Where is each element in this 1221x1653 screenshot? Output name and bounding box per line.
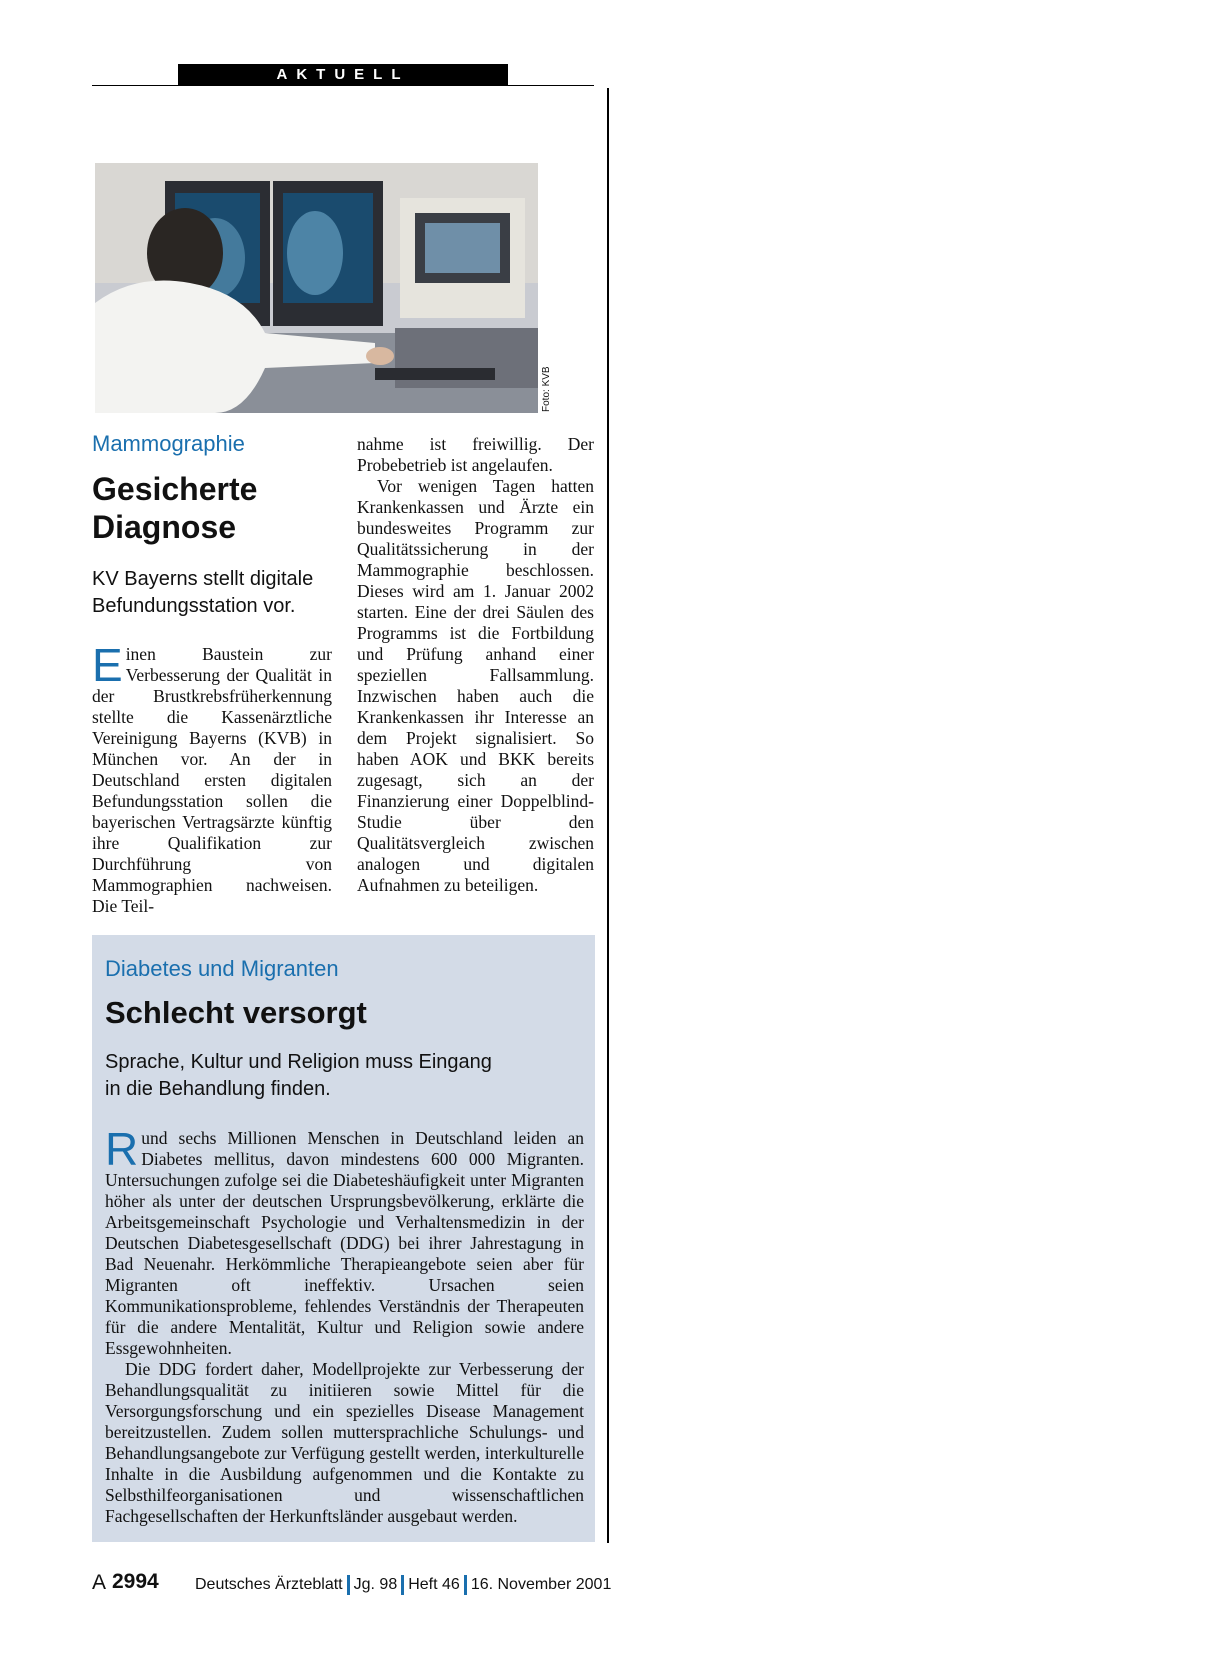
journal-date: 16. November 2001 [470,1576,612,1593]
article2-deck-line2: in die Behandlung finden. [105,1078,331,1100]
article1-kicker: Mammographie [92,431,245,456]
article1-column1 [92,639,332,917]
footer-separator [464,1575,467,1595]
footer-meta [195,1575,611,1595]
article1-col2-paragraph1: nahme ist freiwillig. Der Probebetrieb ist angelaufen. [357,434,594,475]
footer-separator [347,1575,350,1595]
journal-issue: Heft 46 [408,1576,460,1593]
page-prefix: A [92,1571,107,1594]
article1-headline-line1: Gesicherte [92,471,258,507]
article1-col2-paragraph2: Vor wenigen Tagen hatten Krankenkassen und Ärzte ein bundesweites Programm zur Qualitätssicherung in der Mammographie beschlossen. Dieses wird am 1. Januar 2002 starten. Eine der drei Säulen des Programms ist die Fortbildung und Prüfung anhand einer speziellen Fallsammlung. Inzwischen haben auch die Krankenkassen ihr Interesse an dem Projekt signalisiert. So haben AOK und BKK bereits zugesagt, sich an der Finanzierung einer Doppelblind-Studie über den Qualitätsvergleich zwischen analogen und digitalen Aufnahmen zu beteiligen. [357,476,594,895]
article2-headline: Schlecht versorgt [105,995,367,1030]
article1-col1-text: inen Baustein zur Verbesserung der Qualität in der Brustkrebsfrüherkennung stellte die Kassenärztliche Vereinigung Bayerns (KVB) in München vor. An der in Deutschland ersten digitalen Befundungsstation sollen die bayerischen Vertragsärzte künftig ihre Qualifikation zur Durchführung von Mammographien nachweisen. Die Teil- [92,644,332,916]
article2-body [105,1123,584,1527]
column-rule [607,88,609,1543]
article2-deck [105,1049,575,1103]
article2-dropcap: R [105,1123,139,1175]
article1-column2 [357,434,594,896]
article-photo [95,163,538,413]
footer-separator [401,1575,404,1595]
page-number: 2994 [112,1570,159,1593]
article1-deck [92,566,327,620]
journal-name: Deutsches Ärzteblatt [195,1576,343,1593]
header-rule [92,85,594,86]
article2-paragraph1-text: und sechs Millionen Menschen in Deutschland leiden an Diabetes mellitus, davon mindestens 600 000 Migranten. Untersuchungen zufolge sei die Diabeteshäufigkeit unter Migranten höher als unter der deutschen Ursprungsbevölkerung, erklärte die Arbeitsgemeinschaft Psychologie und Verhaltensmedizin in der Deutschen Diabetesgesellschaft (DDG) bei ihrer Jahrestagung in Bad Neuenahr. Herkömmliche Therapieangebote seien aber für Migranten oft ineffektiv. Ursachen seien Kommunikationsprobleme, fehlendes Verständnis der Therapeuten für die andere Mentalität, Kultur und Religion sowie andere Essgewohnheiten. [105,1128,584,1358]
section-label: AKTUELL [178,64,508,86]
article1-dropcap: E [92,639,123,691]
article1-deck-line2: Befundungsstation vor. [92,595,296,617]
article1-headline [92,470,257,546]
article1-deck-line1: KV Bayerns stellt digitale [92,568,314,590]
journal-volume: Jg. 98 [353,1576,398,1593]
article2-kicker: Diabetes und Migranten [105,956,339,981]
article2-paragraph1 [105,1123,584,1359]
article2-paragraph2: Die DDG fordert daher, Modellprojekte zur Verbesserung der Behandlungsqualität zu initiieren sowie Mittel für die Versorgungsforschung und ein spezielles Disease Management bereitzustellen. Zudem sollen muttersprachliche Schulungs- und Behandlungsangebote zur Verfügung gestellt werden, interkulturelle Inhalte in die Ausbildung aufgenommen und die Kontakte zu Selbsthilfeorganisationen und wissenschaftlichen Fachgesellschaften der Herkunftsländer ausgebaut werden. [105,1359,584,1526]
article1-headline-line2: Diagnose [92,509,237,545]
photo-illustration [95,163,538,413]
article2-deck-line1: Sprache, Kultur und Religion muss Eingang [105,1051,492,1073]
photo-credit: Foto: KVB [541,366,552,412]
